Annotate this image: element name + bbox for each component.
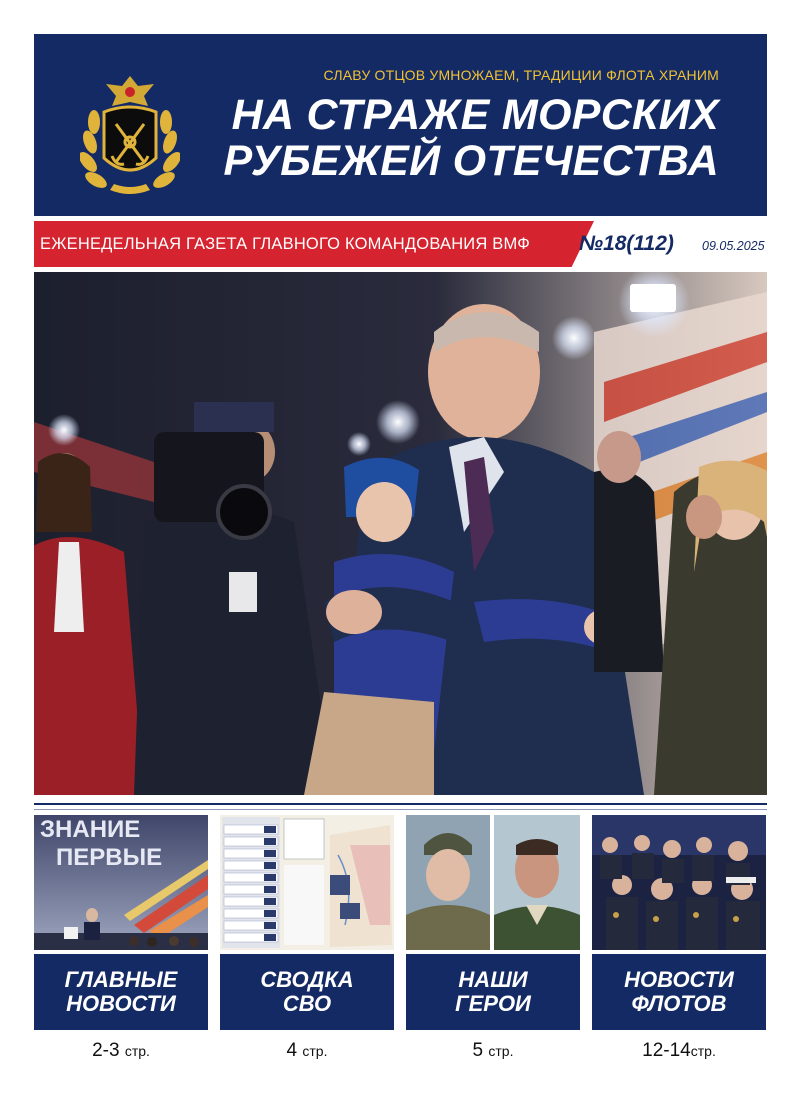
page-suffix: стр.	[302, 1043, 328, 1059]
navy-command-emblem-icon	[80, 72, 180, 198]
section-button-our-heroes[interactable]	[406, 954, 580, 1030]
issue-number: №18(112)	[579, 232, 674, 255]
tile-image-text-line-2: ПЕРВЫЕ	[56, 844, 163, 871]
subtitle-strip	[34, 221, 767, 267]
newspaper-title	[214, 92, 719, 184]
separator-line	[34, 803, 767, 805]
strip-label: ЕЖЕНЕДЕЛЬНАЯ ГАЗЕТА ГЛАВНОГО КОМАНДОВАНИЯ ВМФ	[40, 235, 530, 253]
section-title-line-2: НОВОСТИ	[66, 991, 176, 1016]
page-reference-svo-summary	[220, 1040, 394, 1062]
separator-line-thin	[34, 809, 767, 810]
page-suffix: стр.	[124, 1043, 150, 1059]
section-title-line-1: ГЛАВНЫЕ	[64, 967, 178, 992]
page-suffix: стр.	[488, 1043, 514, 1059]
page-numbers: 4	[286, 1040, 298, 1061]
page-numbers: 12-14	[642, 1040, 691, 1061]
title-line-2: РУБЕЖЕЙ ОТЕЧЕСТВА	[223, 137, 719, 185]
tile-image-main-news	[34, 815, 208, 950]
page-reference-fleet-news	[592, 1040, 766, 1062]
section-button-fleet-news[interactable]	[592, 954, 766, 1030]
tile-image-svo-summary	[220, 815, 394, 950]
page-numbers: 2-3	[92, 1040, 120, 1061]
tile-image-our-heroes	[406, 815, 580, 950]
section-title-line-2: СВО	[282, 991, 332, 1016]
tile-image-text-line-1: ЗНАНИЕ	[40, 816, 141, 843]
motto: СЛАВУ ОТЦОВ УМНОЖАЕМ, ТРАДИЦИИ ФЛОТА ХРАНИМ	[323, 67, 719, 83]
page-suffix: стр.	[690, 1043, 716, 1059]
tile-image-fleet-news	[592, 815, 766, 950]
section-button-svo-summary[interactable]	[220, 954, 394, 1030]
masthead	[34, 34, 767, 216]
issue-date: 09.05.2025	[702, 239, 765, 253]
main-photo	[34, 272, 767, 795]
section-title-line-2: ГЕРОИ	[455, 991, 531, 1016]
section-title-line-2: ФЛОТОВ	[631, 991, 727, 1016]
section-title-line-1: СВОДКА	[260, 967, 354, 992]
section-title-line-1: НОВОСТИ	[624, 967, 734, 992]
page-reference-our-heroes	[406, 1040, 580, 1062]
title-line-1: НА СТРАЖЕ МОРСКИХ	[231, 91, 719, 139]
section-title-line-1: НАШИ	[458, 967, 528, 992]
page-numbers: 5	[472, 1040, 484, 1061]
section-button-main-news[interactable]	[34, 954, 208, 1030]
page-reference-main-news	[34, 1040, 208, 1062]
